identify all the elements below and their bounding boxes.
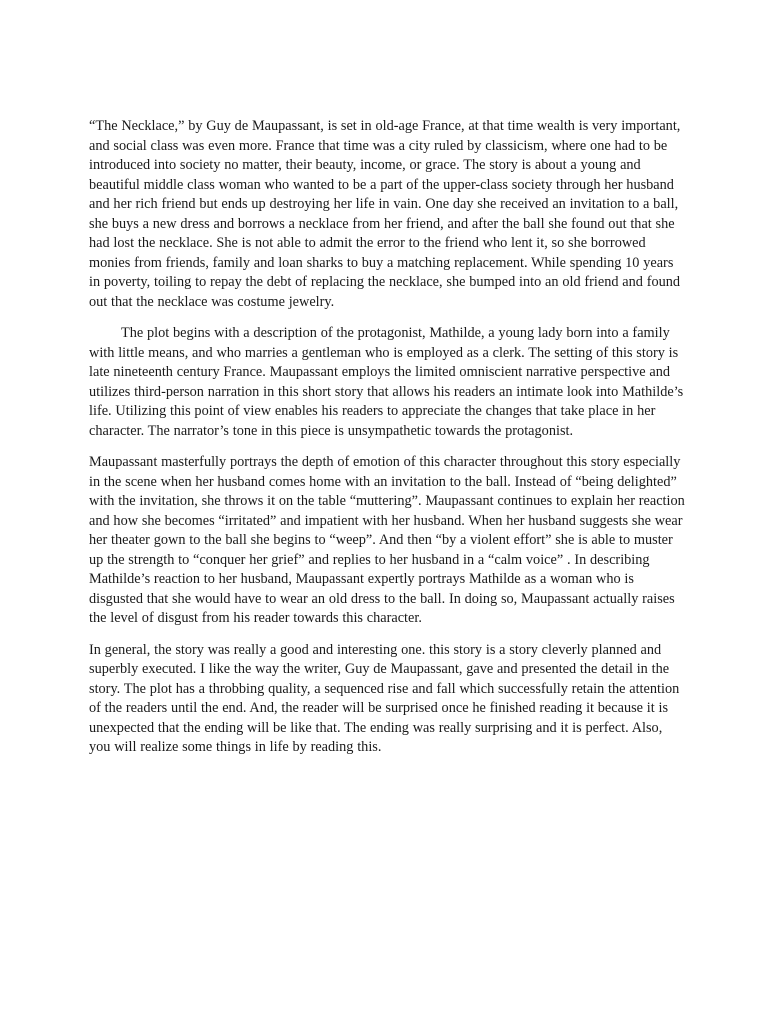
paragraph-emotion: Maupassant masterfully portrays the depth of emotion of this character throughout this story especially in the scene when her husband comes home with an invitation to the ball. Instead of “being delighted” with the invitation, she throws it on the table “muttering”. Maupassant continues to explain her reaction and how she becomes “irritated” and impatient with her husband. When her husband suggests she wear her theater gown to the ball she begins to “weep”. And then “by a violent effort” she is able to muster up the strength to “conquer her grief” and replies to her husband in a “calm voice” . In describing Mathilde’s reaction to her husband, Maupassant expertly portrays Mathilde as a woman who is disgusted that she would have to wear an old dress to the ball. In doing so, Maupassant actually raises the level of disgust from his reader towards this character.: [89, 454, 685, 626]
paragraph-conclusion: In general, the story was really a good and interesting one. this story is a story cleverly planned and superbly executed. I like the way the writer, Guy de Maupassant, gave and presented the detail in the story. The plot has a throbbing quality, a sequenced rise and fall which successfully retain the attention of the readers until the end. And, the reader will be surprised once he finished reading it because it is unexpected that the ending will be like that. The ending was really surprising and it is perfect. Also, you will realize some things in life by reading this.: [89, 641, 680, 755]
paragraph-plot: The plot begins with a description of the protagonist, Mathilde, a young lady born into a family with little means, and who marries a gentleman who is employed as a clerk. The setting of this story is late nineteenth century France. Maupassant employs the limited omniscient narrative perspective and utilizes third-person narration in this short story that allows his readers an intimate look into Mathilde’s life. Utilizing this point of view enables his readers to appreciate the changes that take place in her character. The narrator’s tone in this piece is unsympathetic towards the protagonist.: [89, 325, 684, 439]
paragraph-intro: “The Necklace,” by Guy de Maupassant, is set in old-age France, at that time wealth is very important, and social class was even more. France that time was a city ruled by classicism, where one had to be introduced into society no matter, their beauty, income, or grace. The story is about a young and beautiful middle class woman who wanted to be a part of the upper-class society through her husband and her rich friend but ends up destroying her life in vain. One day she received an invitation to a ball, she buys a new dress and borrows a necklace from her friend, and after the ball she found out that she had lost the necklace. She is not able to admit the error to the friend who lent it, so she borrowed monies from friends, family and loan sharks to buy a matching replacement. While spending 10 years in poverty, toiling to repay the debt of replacing the necklace, she bumped into an old friend and found out that the necklace was costume jewelry.: [89, 118, 681, 310]
